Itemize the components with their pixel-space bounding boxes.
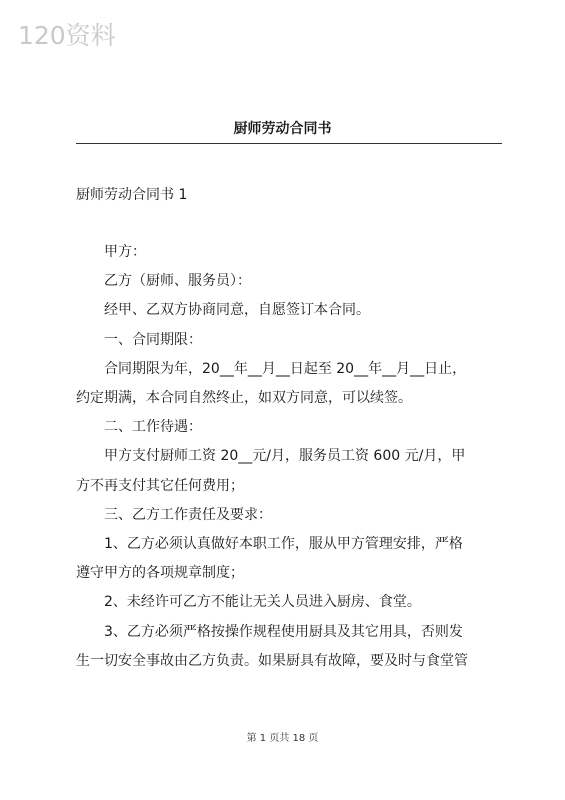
watermark-text: 120资料 [18, 21, 116, 50]
document-heading: 厨师劳动合同书 1 [76, 187, 188, 203]
section-1-heading: 一、合同期限： [104, 331, 202, 348]
page-header-title: 厨师劳动合同书 [233, 121, 332, 137]
wage-line: 甲方支付厨师工资 20__元/月，服务员工资 600 元/月，甲 [104, 448, 466, 465]
contract-term-continuation: 约定期满，本合同自然终止，如双方同意，可以续签。 [76, 390, 412, 407]
section-3-heading: 三、乙方工作责任及要求： [104, 506, 272, 523]
party-a-line: 甲方： [104, 244, 146, 260]
agreement-line: 经甲、乙双方协商同意，自愿签订本合同。 [104, 302, 370, 319]
page-number-footer: 第 1 页共 18 页 [246, 733, 319, 744]
clause-1-continuation: 遵守甲方的各项规章制度； [76, 565, 244, 582]
wage-continuation: 方不再支付其它任何费用； [76, 477, 244, 494]
party-b-line: 乙方（厨师、服务员）： [104, 273, 251, 290]
header-divider [76, 143, 502, 144]
contract-term-line: 合同期限为年，20__年__月__日起至 20__年__月__日止， [104, 360, 467, 377]
clause-3-continuation: 生一切安全事故由乙方负责。如果厨具有故障，要及时与食堂管 [76, 652, 468, 669]
clause-3-line: 3、乙方必须严格按操作规程使用厨具及其它用具，否则发 [104, 623, 463, 640]
clause-2-line: 2、未经许可乙方不能让无关人员进入厨房、食堂。 [104, 594, 421, 611]
section-2-heading: 二、工作待遇： [104, 419, 202, 436]
clause-1-line: 1、乙方必须认真做好本职工作，服从甲方管理安排，严格 [104, 536, 463, 553]
document-body [76, 238, 506, 676]
